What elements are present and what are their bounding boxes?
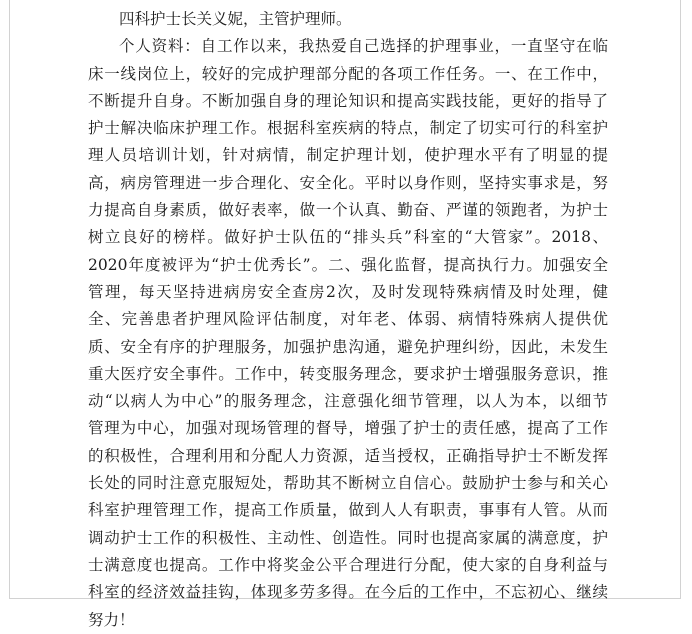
paragraph-line: 高，病房管理进一步合理化、安全化。平时以身作则，坚持实事求是，努 [88,173,608,192]
paragraph-line: 树立良好的榜样。做好护士队伍的“排头兵”科室的“大管家”。2018、 [88,228,608,247]
paragraph-line: 力提高自身素质，做好表率，做一个认真、勤奋、严谨的领跑者，为护士 [88,201,608,220]
title-line: 四科护士长关义妮，主管护理师。 [119,10,352,28]
paragraph-line: 管理，每天坚持进病房安全查房2次，及时发现特殊病情及时处理，健 [88,282,608,301]
paragraph-line: 床一线岗位上，较好的完成护理部分配的各项工作任务。一、在工作中， [88,64,608,83]
paragraph-line: 科室护理管理工作，提高工作质量，做到人人有职责，事事有人管。从而 [88,501,608,520]
paragraph-line: 的积极性，合理利用和分配人力资源，适当授权，正确指导护士不断发挥 [88,446,608,465]
paragraph-line: 长处的同时注意克服短处，帮助其不断树立自信心。鼓励护士参与和关心 [88,474,608,493]
paragraph-line: 管理为中心，加强对现场管理的督导，增强了护士的责任感，提高了工作 [88,419,608,438]
paragraph-line: 士满意度也提高。工作中将奖金公平合理进行分配，使大家的自身利益与 [88,555,608,574]
paragraph-line: 全、完善患者护理风险评估制度，对年老、体弱、病情特殊病人提供优 [88,310,608,329]
paragraph-line: 不断提升自身。不断加强自身的理论知识和提高实践技能，更好的指导了 [88,91,608,110]
paragraph-line: 个人资料：自工作以来，我热爱自己选择的护理事业，一直坚守在临 [119,37,608,56]
paragraph-line: 理人员培训计划，针对病情，制定护理计划，使护理水平有了明显的提 [88,146,608,165]
document-body [88,6,608,634]
paragraph-last-line: 努力！ [88,610,135,629]
paragraph-line: 调动护士工作的积极性、主动性、创造性。同时也提高家属的满意度，护 [88,528,608,547]
paragraph-line: 护士解决临床护理工作。根据科室疾病的特点，制定了切实可行的科室护 [88,119,608,138]
paragraph-line: 2020年度被评为“护士优秀长”。二、强化监督，提高执行力。加强安全 [88,255,608,274]
paragraph-line: 动“以病人为中心”的服务理念，注意强化细节管理，以人为本，以细节 [88,392,608,411]
paragraph-line: 重大医疗安全事件。工作中，转变服务理念，要求护士增强服务意识，推 [88,364,608,383]
paragraph-line: 质、安全有序的护理服务，加强护患沟通，避免护理纠纷，因此，未发生 [88,337,608,356]
paragraph-line: 科室的经济效益挂钩，体现多劳多得。在今后的工作中，不忘初心、继续 [88,583,608,602]
